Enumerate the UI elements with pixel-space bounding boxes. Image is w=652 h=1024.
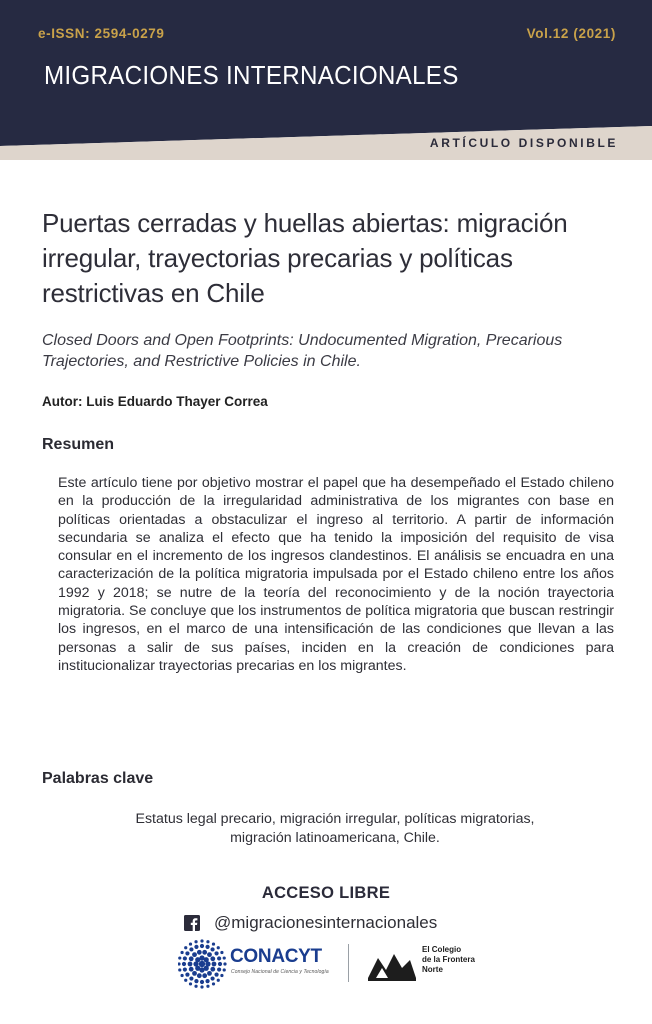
conacyt-tagline: Consejo Nacional de Ciencia y Tecnología [231,969,329,975]
colef-line-1: El Colegio [422,945,462,954]
volume-label: Vol.12 (2021) [526,26,616,41]
journal-title: MIGRACIONES INTERNACIONALES [44,60,459,90]
conacyt-emblem [178,939,227,988]
issn-label: e-ISSN: 2594-0279 [38,26,165,41]
article-author: Autor: Luis Eduardo Thayer Correa [42,394,268,409]
article-subtitle: Closed Doors and Open Footprints: Undocumented Migration, Precarious Trajectories, and Restrictive Policies in Chile. [42,332,563,370]
availability-label: ARTÍCULO DISPONIBLE [429,136,618,150]
open-access-label: ACCESO LIBRE [261,884,391,902]
colef-name [422,945,475,975]
abstract-text: Este artículo tiene por objetivo mostrar el papel que ha desempeñado el Estado chileno en la producción de la irregularidad administrativa de los migrantes con base en políticas orientadas a obstaculizar el ingreso al territorio. A partir de información secundaria se analiza el efecto que ha tenido la imposición del requisito de visa consular en el incremento de los ingresos clandestinos. El análisis se encuadra en una caracterización de la política migratoria impulsada por el Estado chileno entre los años 1992 y 2018; se nutre de la teoría del reconocimiento y de la noción trayectoria migratoria. Se concluye que los instrumentos de política migratoria que buscan restringir los ingresos, en el marco de una intensificación de las condiciones que llevan a las personas a salir de sus países, inciden en la creación de condiciones para institucionalizar trayectorias precarias en los migrantes. [58,475,614,674]
article-title: Puertas cerradas y huellas abiertas: migración irregular, trayectorias precarias y políticas restrictivas en Chile [42,208,568,308]
keywords-line-2: migración latinoamericana, Chile. [230,829,440,846]
abstract-heading: Resumen [42,436,115,453]
conacyt-name: CONACYT [230,946,322,967]
keywords-line-1: Estatus legal precario, migración irregular, políticas migratorias, [135,811,535,827]
facebook-icon [184,915,200,931]
colef-line-3: Norte [422,965,443,974]
keywords-text [70,810,600,847]
colef-line-2: de la Frontera [422,955,475,964]
logo-divider [348,944,349,982]
keywords-heading: Palabras clave [42,770,154,787]
social-link[interactable] [184,911,437,935]
journal-header [0,0,652,160]
social-handle: @migracionesinternacionales [214,913,438,932]
